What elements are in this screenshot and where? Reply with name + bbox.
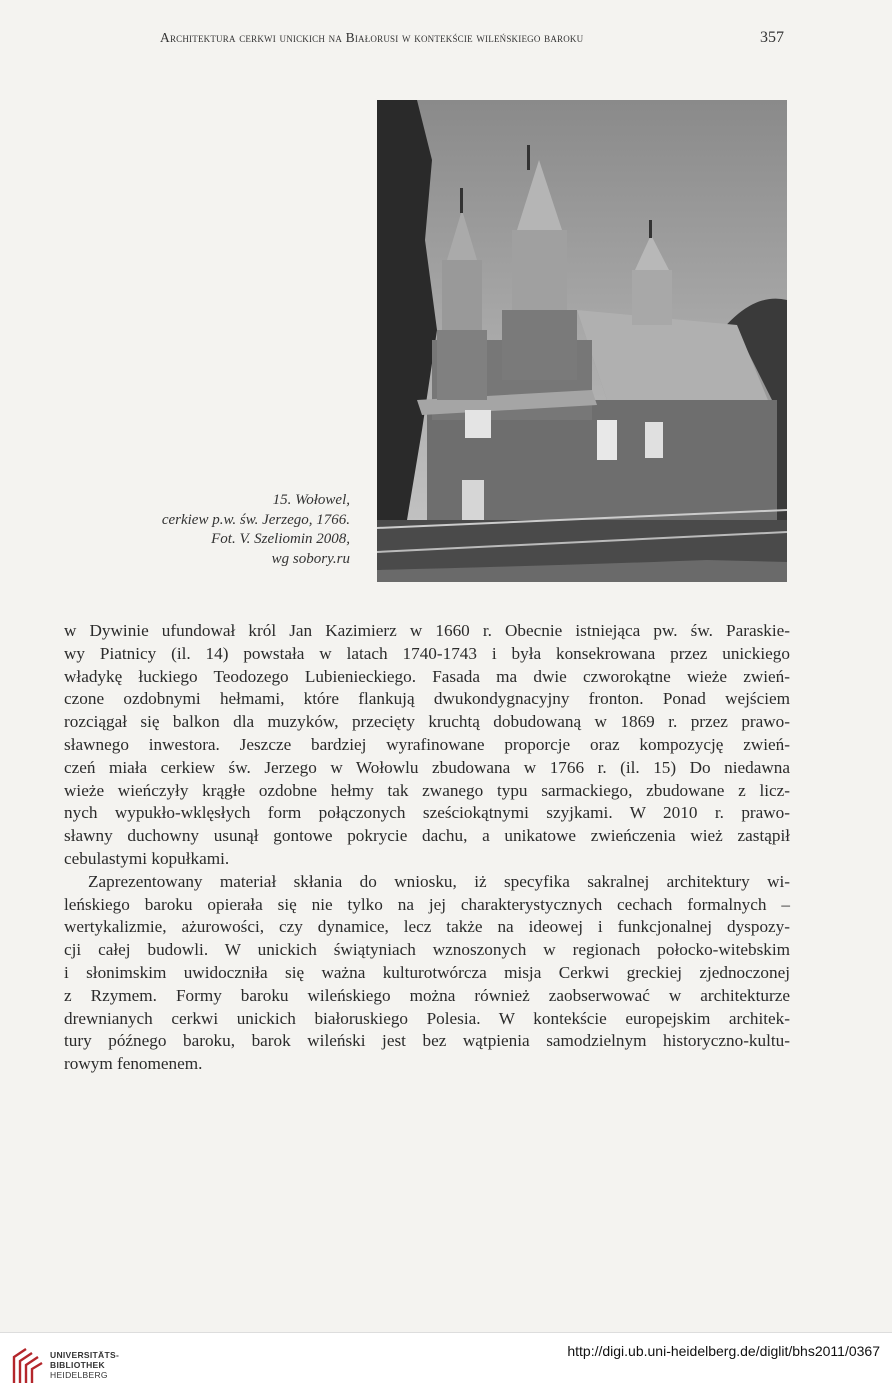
text-line: czeń miała cerkiew św. Jerzego w Wołowlu zbudowana w 1766 r. (il. 15) Do niedawna <box>64 757 790 777</box>
text-line: rowym fenomenem. <box>64 1054 203 1074</box>
text-line: z Rzymem. Formy baroku wileńskiego można również zaobserwować w architekturze <box>64 985 790 1005</box>
logo-line: BIBLIOTHEK <box>50 1360 105 1370</box>
caption-line: cerkiew p.w. św. Jerzego, 1766. <box>161 511 350 528</box>
text-line: cebulastymi kopułkami. <box>64 848 230 868</box>
text-line: i słonimskim uwidoczniła się ważna kulturotwórcza misja Cerkwi greckiej zjednoczonej <box>64 962 790 982</box>
text-line: sławnego inwestora. Jeszcze bardziej wyrafinowane proporcje oraz kompozycję zwień- <box>64 734 790 754</box>
library-logo-text[interactable] <box>50 1350 119 1380</box>
text-line: cji całej budowli. W unickich świątyniach wznoszonych w regionach połocko-witebskim <box>64 940 790 960</box>
text-line: Zaprezentowany materiał skłania do wniosku, iż specyfika sakralnej architektury wi- <box>88 871 790 891</box>
caption-line: 15. Wołowel, <box>272 492 350 508</box>
text-line: władykę łuckiego Teodozego Lubienieckiego. Fasada ma dwie czworokątne wieże zwień- <box>64 666 790 686</box>
university-library-logo-icon[interactable] <box>10 1343 44 1387</box>
text-line: sławny duchowny usunął gontowe pokrycie dachu, a unikatowe zwieńczenia wież zastąpił <box>64 826 790 846</box>
text-line: drewnianych cerkwi unickich białoruskiego Polesia. W kontekście europejskim architek- <box>64 1008 790 1028</box>
text-line: tury późnego baroku, barok wileński jest bez wątpienia samodzielnym historyczno-kultu- <box>64 1031 790 1051</box>
viewer-footer <box>0 1332 892 1397</box>
body-text <box>64 620 790 1076</box>
figure-caption <box>90 491 350 569</box>
caption-line: Fot. V. Szeliomin 2008, <box>211 531 350 547</box>
text-line: wieże wieńczyły krągłe ozdobne hełmy tak zwanego typu sarmackiego, zbudowane z licz- <box>64 780 790 800</box>
text-line: wertykalizmie, ażurowości, czy dynamice, lecz także na ideowej i funkcjonalnej dyspozy- <box>64 917 790 937</box>
page-number: 357 <box>760 29 784 46</box>
church-photo-icon <box>377 100 787 582</box>
logo-line: HEIDELBERG <box>50 1370 108 1380</box>
text-line: leńskiego baroku opierała się nie tylko na jej charakterystycznych cechach formalnych – <box>64 894 790 914</box>
text-line: czone ozdobnymi hełmami, które flankują dwukondygnacyjny fronton. Ponad wejściem <box>64 689 790 709</box>
text-line: nych wypukło-wklęsłych form połączonych sześciokątnymi szyjkami. W 2010 r. prawo- <box>64 803 790 823</box>
church-photograph <box>377 100 787 582</box>
running-head: Architektura cerkwi unickich na Białorusi w kontekście wileńskiego baroku <box>160 30 584 45</box>
text-line: wy Piatnicy (il. 14) powstała w latach 1740-1743 i była konsekrowana przez unickiego <box>64 643 790 663</box>
logo-line: UNIVERSITÄTS- <box>50 1350 120 1360</box>
text-line: rozciągał się balkon dla muzyków, przecięty kruchtą dobudowaną w 1869 r. przez prawo- <box>64 712 790 732</box>
permalink-url[interactable]: http://digi.ub.uni-heidelberg.de/diglit/bhs2011/0367 <box>567 1343 880 1359</box>
caption-line: wg sobory.ru <box>271 550 350 567</box>
text-line: w Dywinie ufundował król Jan Kazimierz w 1660 r. Obecnie istniejąca pw. św. Paraskie- <box>64 621 790 640</box>
